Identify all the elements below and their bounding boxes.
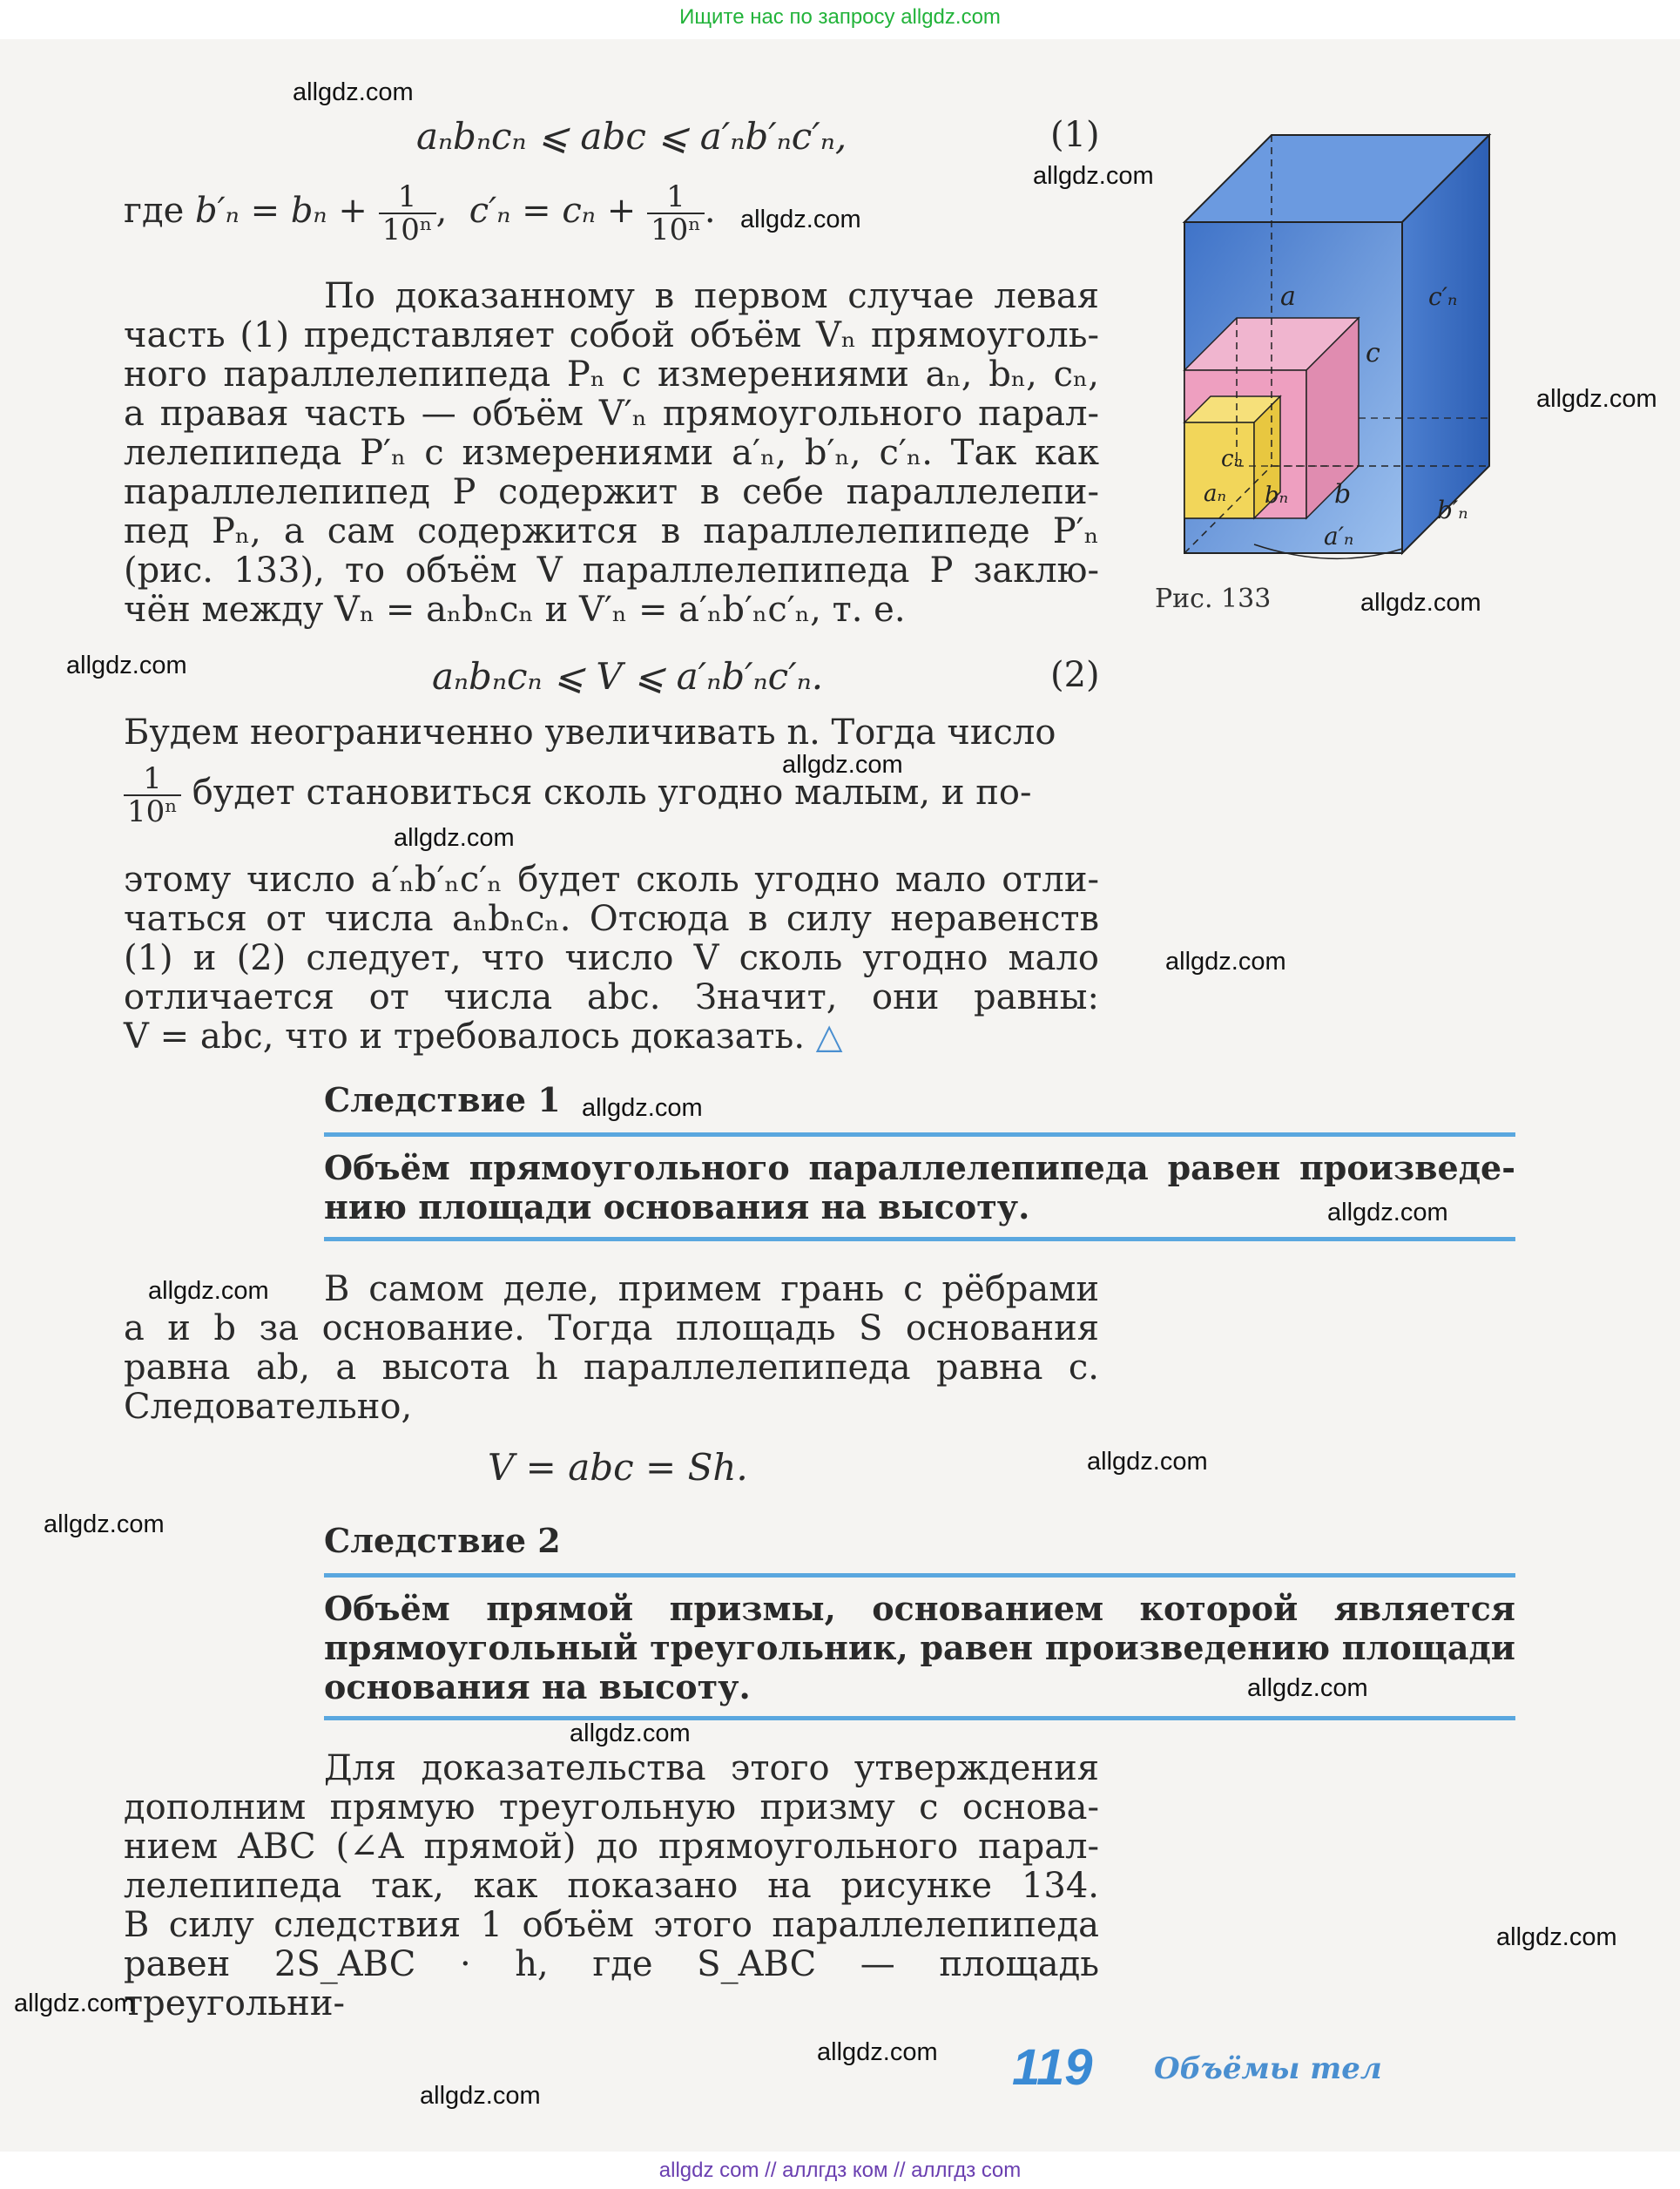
running-head: Объёмы тел <box>1154 2051 1382 2086</box>
corollary-1-bottom-rule <box>324 1237 1515 1241</box>
watermark[interactable]: allgdz.com <box>420 2082 541 2110</box>
fraction-c-numerator: 1 <box>647 181 705 214</box>
p1-line: пед Pₙ, а сам содержится в параллелепипеде P′ₙ <box>124 511 1099 551</box>
where-c: c′ₙ = cₙ + <box>469 191 637 231</box>
p3-line: В самом деле, примем грань с рёбрами <box>324 1269 1099 1309</box>
fraction-c-denominator: 10ⁿ <box>650 213 701 247</box>
watermark[interactable]: allgdz.com <box>66 652 187 679</box>
p2-line-1: Будем неограниченно увеличивать n. Тогда число <box>124 713 1056 753</box>
inequality-2: aₙbₙcₙ ⩽ V ⩽ a′ₙb′ₙc′ₙ. <box>432 655 824 698</box>
p2-line: отличается от числа abc. Значит, они равны: <box>124 977 1099 1017</box>
where-prefix: где <box>124 191 185 231</box>
p1-line: чён между Vₙ = aₙbₙcₙ и V′ₙ = a′ₙb′ₙc′ₙ, т. е. <box>124 590 906 630</box>
watermark[interactable]: allgdz.com <box>817 2038 938 2066</box>
p4-line: нием ABC (∠A прямой) до прямоугольного парал- <box>124 1827 1099 1867</box>
p1-line: параллелепипед P содержит в себе параллелепи- <box>124 472 1099 512</box>
p2-line-2 <box>124 763 1099 828</box>
figure-caption: Рис. 133 <box>1155 584 1272 614</box>
watermark[interactable]: allgdz.com <box>740 206 861 233</box>
p4-line: дополним прямую треугольную призму с основа- <box>124 1787 1099 1828</box>
p1-line: а правая часть — объём V′ₙ прямоугольного парал- <box>124 394 1099 434</box>
figure-133-parallelepipeds <box>1167 118 1515 571</box>
watermark[interactable]: allgdz.com <box>1536 385 1657 413</box>
fraction-b-numerator: 1 <box>379 181 436 214</box>
p2-line: этому число a′ₙb′ₙc′ₙ будет сколь угодно мало отли- <box>124 860 1099 900</box>
watermark[interactable]: allgdz.com <box>1496 1923 1617 1951</box>
corollary-2-line: основания на высоту. <box>324 1667 751 1706</box>
watermark[interactable]: allgdz.com <box>782 751 903 779</box>
p1-line: лелепипеда P′ₙ с измерениями a′ₙ, b′ₙ, c′ₙ. Так как <box>124 433 1099 473</box>
inequality-1: aₙbₙcₙ ⩽ abc ⩽ a′ₙb′ₙc′ₙ, <box>416 115 847 158</box>
corollary-2-line: прямоугольный треугольник, равен произведению площади <box>324 1628 1515 1667</box>
p3-line: a и b за основание. Тогда площадь S основания <box>124 1308 1099 1348</box>
watermark[interactable]: allgdz.com <box>1360 589 1481 617</box>
watermark[interactable]: allgdz.com <box>1165 948 1286 976</box>
p4-line: В силу следствия 1 объём этого параллелепипеда <box>124 1905 1099 1945</box>
corollary-2-top-rule <box>324 1573 1515 1578</box>
corollary-1-line: Объём прямоугольного параллелепипеда равен произведе- <box>324 1148 1515 1187</box>
p4-line: лелепипеда так, как показано на рисунке 134. <box>124 1866 1099 1906</box>
corollary-1-line: нию площади основания на высоту. <box>324 1187 1030 1226</box>
paragraph-corollary-2-proof <box>124 1749 1099 2023</box>
label-c: c <box>1366 338 1380 368</box>
paragraph-proof-part <box>124 277 1099 630</box>
watermark[interactable]: allgdz.com <box>293 78 414 106</box>
watermark[interactable]: allgdz.com <box>148 1277 269 1305</box>
qed-triangle-icon: △ <box>815 1017 843 1057</box>
watermark[interactable]: allgdz.com <box>1327 1199 1448 1226</box>
watermark[interactable]: allgdz.com <box>1033 162 1154 190</box>
p4-line: равен 2S_ABC · h, где S_ABC — площадь треугольни- <box>124 1944 1099 2023</box>
corollary-2-title: Следствие 2 <box>324 1521 561 1560</box>
page-number: 119 <box>1012 2039 1093 2096</box>
corollary-1-top-rule <box>324 1132 1515 1137</box>
corollary-2-bottom-rule <box>324 1716 1515 1720</box>
fraction-denominator: 10ⁿ <box>127 794 178 829</box>
where-line: где b′ₙ = bₙ + $\frac{1}{\text{10ⁿ}}$ , c′ₙ = cₙ + $\frac{1}{\text{10ⁿ}}$ . <box>124 179 716 247</box>
p2-line: (1) и (2) следует, что число V сколь угодно мало <box>124 938 1099 978</box>
label-a: a <box>1280 281 1296 312</box>
p3-line: Следовательно, <box>124 1387 413 1427</box>
label-bn: bₙ <box>1265 483 1289 509</box>
watermark[interactable]: allgdz.com <box>44 1510 165 1538</box>
equation-number-1: (1) <box>1050 115 1100 155</box>
label-bn-prime: b′ₙ <box>1437 496 1468 524</box>
fraction-one-over-ten <box>124 763 181 828</box>
watermark[interactable]: allgdz.com <box>1247 1674 1368 1702</box>
label-cn-prime: c′ₙ <box>1428 282 1458 311</box>
p2-line-2-text: будет становиться сколь угодно малым, и по- <box>192 773 1032 813</box>
corollary-1-title: Следствие 1 <box>324 1080 561 1119</box>
watermark[interactable]: allgdz.com <box>582 1094 703 1122</box>
fraction-c <box>647 181 705 246</box>
equation-number-2: (2) <box>1050 655 1100 695</box>
corollary-2-line: Объём прямой призмы, основанием которой является <box>324 1589 1515 1628</box>
where-b: b′ₙ = bₙ + <box>194 191 368 231</box>
fraction-b <box>379 181 436 246</box>
bottom-banner[interactable]: allgdz com // аллгдз ком // аллгдз com <box>658 2159 1022 2182</box>
watermark[interactable]: allgdz.com <box>1087 1448 1208 1476</box>
p1-line: ного параллелепипеда Pₙ с измерениями aₙ, bₙ, cₙ, <box>124 355 1099 395</box>
label-an: aₙ <box>1204 481 1227 507</box>
p3-line: равна ab, а высота h параллелепипеда равна c. <box>124 1348 1099 1388</box>
top-banner[interactable]: Ищите нас по запросу allgdz.com <box>679 5 1001 29</box>
p1-line: (рис. 133), то объём V параллелепипеда P заклю- <box>124 551 1099 591</box>
p2-line <box>124 1017 1099 1057</box>
fraction-numerator: 1 <box>124 763 181 796</box>
p1-line: часть (1) представляет собой объём Vₙ прямоуголь- <box>124 315 1099 355</box>
p2-last-text: V = abc, что и требовалось доказать. <box>124 1017 806 1057</box>
volume-formula: V = abc = Sh. <box>488 1446 748 1489</box>
watermark[interactable]: allgdz.com <box>14 1990 135 2017</box>
label-an-prime: a′ₙ <box>1324 522 1354 551</box>
label-b: b <box>1334 479 1352 510</box>
paragraph-corollary-1-proof <box>124 1270 1099 1427</box>
fraction-b-denominator: 10ⁿ <box>381 213 433 247</box>
p4-line: Для доказательства этого утверждения <box>324 1748 1099 1788</box>
label-cn: cₙ <box>1221 446 1244 472</box>
p1-line: По доказанному в первом случае левая <box>324 276 1099 316</box>
watermark[interactable]: allgdz.com <box>570 1719 691 1747</box>
paragraph-limit-argument <box>124 861 1099 1057</box>
watermark[interactable]: allgdz.com <box>394 824 515 852</box>
p2-line: чаться от числа aₙbₙcₙ. Отсюда в силу неравенств <box>124 899 1099 939</box>
